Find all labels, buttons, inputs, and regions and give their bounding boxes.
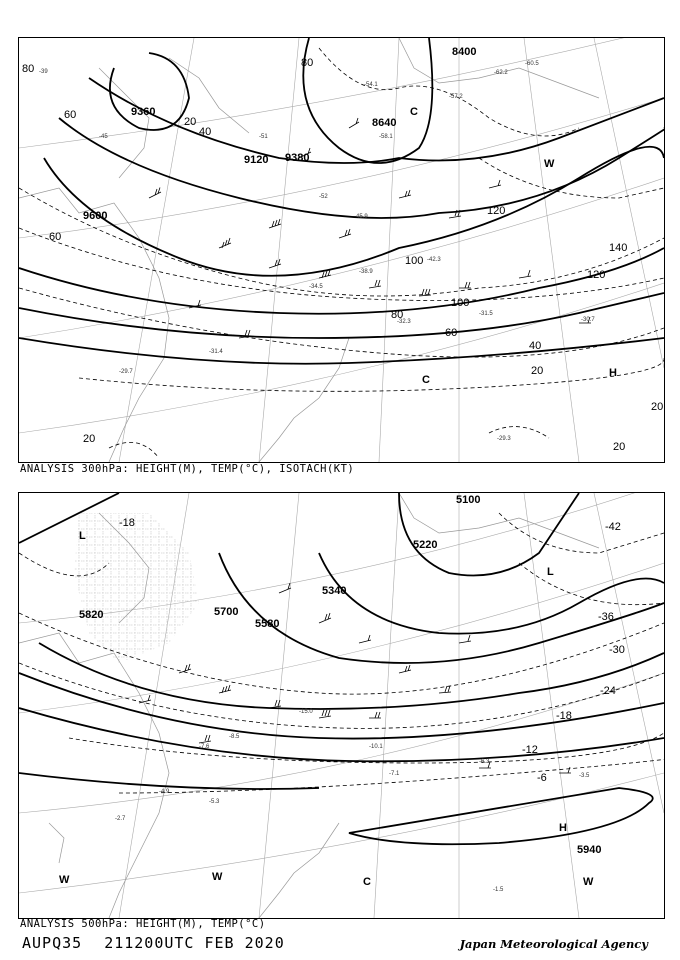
isotach-label: 80 — [301, 57, 314, 69]
isotach-label: 20 — [651, 401, 664, 413]
cold-center-marker: C — [410, 106, 418, 118]
temp-label: -7.6 — [199, 744, 210, 750]
isotach-labels — [22, 57, 663, 453]
temp-label: -62.2 — [494, 70, 508, 76]
height-label: 5100 — [456, 494, 481, 506]
temp-label: -1.5 — [493, 887, 504, 893]
low-pressure-marker: L — [79, 530, 86, 542]
isotach-label: 60 — [49, 231, 62, 243]
temp-label: -24 — [600, 685, 616, 697]
height-label: 9360 — [131, 106, 156, 118]
height-label: 9380 — [285, 152, 310, 164]
product-header — [22, 934, 285, 952]
valid-time: 211200UTC FEB 2020 — [104, 934, 285, 952]
isotach-label: 100 — [451, 297, 470, 309]
temperature-labels — [39, 61, 595, 442]
temp-label: -29.3 — [497, 436, 511, 442]
isotach-label: 100 — [405, 255, 424, 267]
low-pressure-marker: L — [547, 566, 554, 578]
isotach-label: 80 — [22, 63, 35, 75]
temp-label: -31.4 — [209, 349, 223, 355]
height-contours — [19, 38, 664, 364]
terrain-hatching — [74, 513, 199, 663]
temp-label: -51 — [259, 134, 268, 140]
pressure-centers — [410, 106, 617, 386]
high-pressure-marker: H — [609, 367, 617, 379]
isotach-label: 20 — [531, 365, 544, 377]
caption-500hpa: ANALYSIS 500hPa: HEIGHT(M), TEMP(°C) — [20, 918, 266, 930]
height-label: 5220 — [413, 539, 438, 551]
product-code: AUPQ35 — [22, 934, 83, 952]
temp-label: -30.7 — [581, 317, 595, 323]
isotach-label: 80 — [391, 309, 404, 321]
temp-label: -18 — [556, 710, 572, 722]
caption-300hpa: ANALYSIS 300hPa: HEIGHT(M), TEMP(°C), ISOTACH(KT) — [20, 463, 355, 475]
temp-label: -58.1 — [379, 134, 393, 140]
temp-label: -54.1 — [364, 82, 378, 88]
temp-label: -7.1 — [389, 771, 400, 777]
high-pressure-marker: H — [559, 822, 567, 834]
map-panel-300hpa — [18, 37, 665, 463]
temp-label: -6.3 — [479, 759, 490, 765]
cold-center-marker: C — [363, 876, 371, 888]
temp-label: -12 — [522, 744, 538, 756]
temp-label: -4.9 — [159, 789, 170, 795]
temp-label: -60.5 — [525, 61, 539, 67]
temp-label: -52 — [319, 194, 328, 200]
isotach-label: 40 — [529, 340, 542, 352]
temp-label: -32.3 — [397, 319, 411, 325]
isotach-label: 120 — [587, 269, 606, 281]
isotach-label: 40 — [199, 126, 212, 138]
height-label: 5700 — [214, 606, 239, 618]
temp-label: -34.5 — [309, 284, 323, 290]
isotach-label: 20 — [613, 441, 626, 453]
height-label: 8640 — [372, 117, 397, 129]
isotach-label: 20 — [83, 433, 96, 445]
isotach-label: 60 — [445, 327, 458, 339]
temp-label: -45 — [99, 134, 108, 140]
height-label: 5340 — [322, 585, 347, 597]
temp-label: -29.7 — [119, 369, 133, 375]
wind-barbs — [149, 118, 591, 338]
height-label: 9600 — [83, 210, 108, 222]
height-label: 5940 — [577, 844, 602, 856]
coastline — [19, 38, 599, 462]
warm-center-marker: W — [583, 876, 594, 888]
map-panel-500hpa — [18, 492, 665, 919]
temp-label: -18 — [119, 517, 135, 529]
temp-label: -10.1 — [369, 744, 383, 750]
warm-center-marker: W — [212, 871, 223, 883]
temp-label: -45.9 — [354, 214, 368, 220]
height-label: 5580 — [255, 618, 280, 630]
temp-label: -42.3 — [427, 257, 441, 263]
temp-label: -15.0 — [299, 709, 313, 715]
temp-label: -42 — [605, 521, 621, 533]
warm-center-marker: W — [544, 158, 555, 170]
temp-label: -31.5 — [479, 311, 493, 317]
temp-label: -57.2 — [449, 94, 463, 100]
temp-label: -36 — [598, 611, 614, 623]
map-500hpa-svg — [19, 493, 664, 918]
height-label: 5820 — [79, 609, 104, 621]
temp-label: -3.5 — [579, 773, 590, 779]
graticule — [19, 38, 664, 462]
temp-label: -39 — [39, 69, 48, 75]
temp-label: -2.7 — [115, 816, 126, 822]
temp-label: -38.9 — [359, 269, 373, 275]
isotach-label: 60 — [64, 109, 77, 121]
isotach-label: 140 — [609, 242, 628, 254]
height-label: 9120 — [244, 154, 269, 166]
temp-label: -5.3 — [209, 799, 220, 805]
warm-center-marker: W — [59, 874, 70, 886]
height-label: 8400 — [452, 46, 477, 58]
temp-label: -30 — [609, 644, 625, 656]
temp-label: -6 — [537, 772, 547, 784]
temp-label: -8.5 — [229, 734, 240, 740]
cold-center-marker: C — [422, 374, 430, 386]
isotach-label: 20 — [184, 116, 197, 128]
isotach-label: 120 — [487, 205, 506, 217]
map-300hpa-svg — [19, 38, 664, 462]
agency-name: Japan Meteorological Agency — [459, 937, 648, 951]
